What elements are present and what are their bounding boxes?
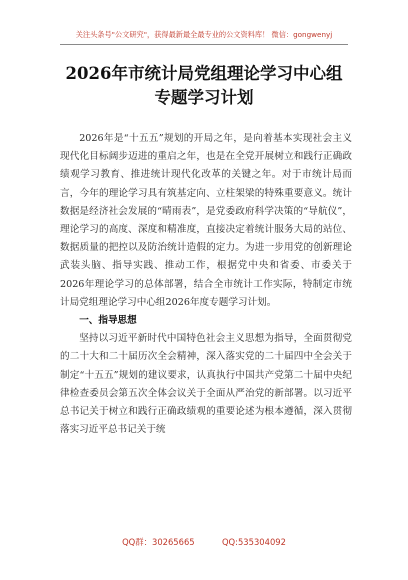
section-paragraph: 坚持以习近平新时代中国特色社会主义思想为指导，全面贯彻党的二十大和二十届历次全会精神，深入落实党的二十届四中全会关于制定“十五五”规划的建议要求，认真执行中国共产党第二十届中央纪律检查委员会第五次全体会议关于全面从严治党的新部署。以习近平总书记关于树立和践行正确政绩观的重要论述为根本遵循，深入贯彻落实习近平总书记关于统 — [60, 333, 352, 436]
qq-group-number: QQ群：30265665 — [122, 537, 195, 547]
section-heading: 一、指导思想 — [79, 315, 137, 327]
qq-number: QQ:535304092 — [221, 537, 286, 547]
header-notice: 关注头条号"公文研究"，获得最新最全最专业的公文资料库！ 微信：gongwenyj — [75, 30, 333, 39]
footer-contact — [0, 536, 408, 548]
document-body — [60, 130, 352, 439]
document-title: 2026年市统计局党组理论学习中心组专题学习计划 — [65, 64, 343, 107]
intro-paragraph: 2026年是“十五五”规划的开局之年，是向着基本实现社会主义现代化目标阔步迈进的重启之年，也是在全党开展树立和践行正确政绩观学习教育、推进统计现代化改革的关键之年。对于市统计局而言，今年的理论学习具有筑基定向、立柱架梁的特殊重要意义。统计数据是经济社会发展的“晴雨表”，是党委政府科学决策的“导航仪”，理论学习的高度、深度和精准度，直接决定着统计服务大局的站位、数据质量的把控以及防治统计造假的定力。为进一步用党的创新理论武装头脑、指导实践、推动工作，根据党中央和省委、市委关于2026年理论学习的总体部署，结合全市统计工作实际，特制定市统计局党组理论学习中心组2026年度专题学习计划。 — [60, 133, 352, 308]
header-divider — [60, 44, 348, 45]
